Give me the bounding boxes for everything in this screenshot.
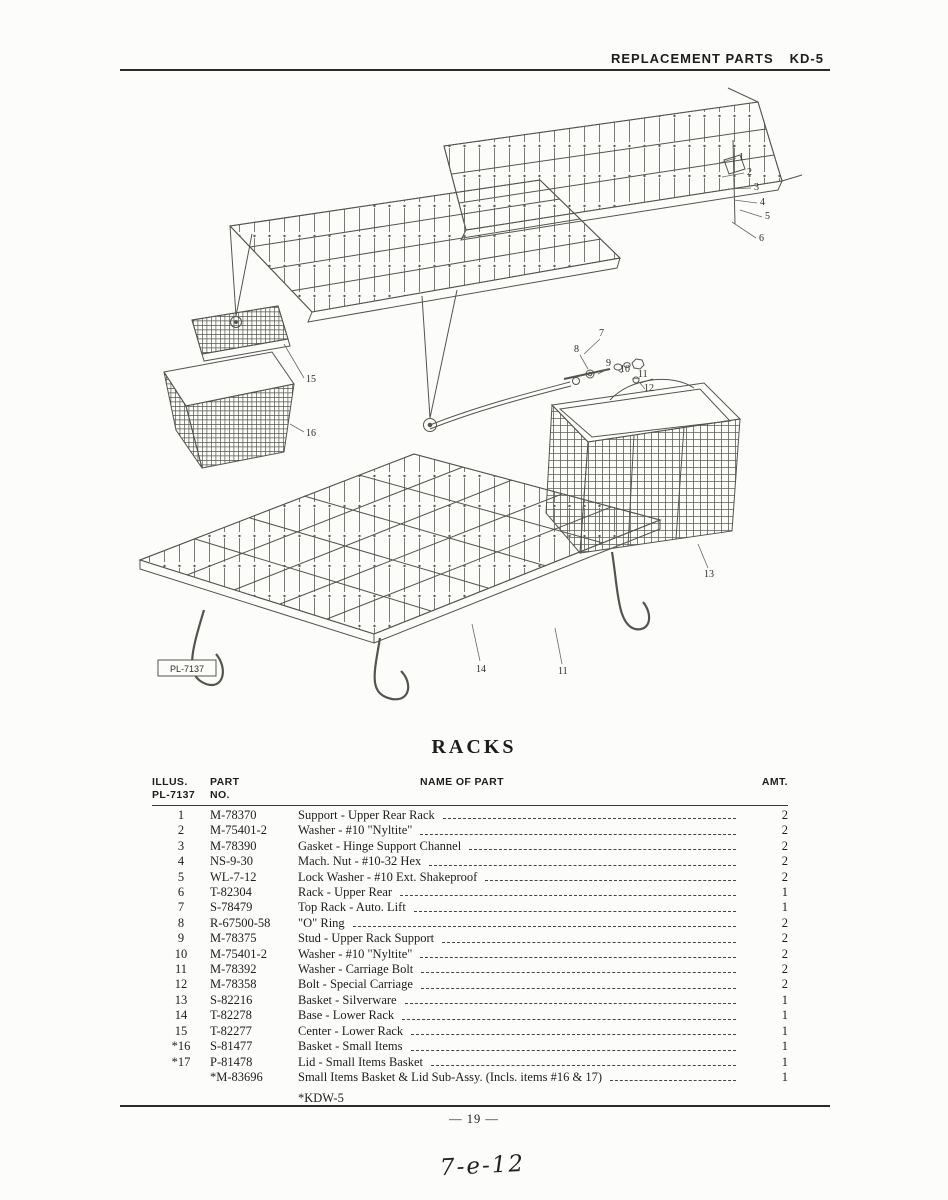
part-number: M-75401-2: [210, 946, 267, 961]
table-row: [152, 870, 788, 885]
part-name: Rack - Upper Rear: [298, 885, 393, 900]
part-name: Support - Upper Rear Rack: [298, 808, 435, 822]
header-title-text: REPLACEMENT PARTS: [611, 51, 774, 66]
part-number: M-78370: [210, 808, 257, 822]
table-body: [152, 808, 788, 1085]
part-name-cell: [298, 885, 746, 900]
header-amt: AMT.: [761, 776, 788, 788]
part-number: WL-7-12: [210, 869, 257, 884]
header-rule: [120, 69, 830, 71]
illus-number: 5: [177, 869, 185, 884]
table-row: [152, 823, 788, 838]
page-header: [611, 51, 824, 66]
amount: 1: [781, 992, 788, 1007]
table-row: [152, 993, 788, 1008]
dotted-leader: [610, 1070, 736, 1085]
amount: 2: [781, 838, 788, 853]
part-number: S-82216: [210, 992, 253, 1007]
part-name: Top Rack - Auto. Lift: [298, 900, 406, 915]
amount: 2: [781, 823, 788, 838]
part-name: Basket - Silverware: [298, 992, 397, 1007]
illus-number: [152, 1070, 210, 1085]
illus-number: 8: [177, 915, 185, 930]
header-model-code: KD-5: [789, 51, 824, 66]
callout-number: 13: [704, 569, 714, 580]
amount: 2: [781, 962, 788, 977]
part-number: S-81477: [210, 1039, 253, 1054]
part-name-cell: [298, 931, 746, 946]
illus-number: 2: [177, 823, 185, 838]
part-name-cell: [298, 993, 746, 1008]
part-name: Center - Lower Rack: [298, 1023, 404, 1038]
table-row: [152, 1070, 788, 1085]
dotted-leader: [429, 854, 736, 869]
callout-number: 7: [599, 328, 604, 339]
callout-number: 14: [476, 664, 486, 675]
part-name-cell: [298, 870, 746, 885]
amount: 2: [781, 946, 788, 961]
table-row: [152, 947, 788, 962]
callout-number: 8: [574, 344, 579, 355]
part-name-cell: [298, 808, 746, 823]
part-number: T-82277: [210, 1023, 252, 1038]
part-name: Small Items Basket & Lid Sub-Assy. (Incls. items #16 & 17): [298, 1069, 603, 1084]
amount: 2: [781, 977, 788, 992]
small-items-basket-drawing: [164, 352, 294, 468]
amount: 2: [781, 854, 788, 869]
illus-number: 1: [177, 808, 185, 822]
plate-label: [158, 660, 216, 676]
header-part-no: [210, 776, 298, 802]
part-name-cell: [298, 900, 746, 915]
illus-number: 14: [174, 1008, 188, 1023]
part-name: Lock Washer - #10 Ext. Shakeproof: [298, 869, 478, 884]
part-number: M-78392: [210, 962, 257, 977]
part-number: M-78375: [210, 931, 257, 946]
amount: 1: [781, 1054, 788, 1069]
illus-number: 6: [177, 885, 185, 900]
table-row: [152, 839, 788, 854]
illus-number: 13: [174, 992, 188, 1007]
part-name: Mach. Nut - #10-32 Hex: [298, 854, 422, 869]
table-row: [152, 931, 788, 946]
header-name: NAME OF PART: [420, 776, 504, 788]
table-row: [152, 854, 788, 869]
header-part-line2: NO.: [210, 789, 230, 801]
amount: 1: [781, 1023, 788, 1038]
part-name: "O" Ring: [298, 915, 345, 930]
callout-number: 12: [644, 383, 654, 394]
dotted-leader: [405, 993, 736, 1008]
amount: 1: [781, 885, 788, 900]
part-name-cell: [298, 947, 746, 962]
callout-number: 4: [760, 197, 765, 208]
part-number: T-82278: [210, 1008, 252, 1023]
illus-number: 3: [177, 838, 185, 853]
header-illus: [152, 776, 210, 802]
table-row: [152, 1039, 788, 1054]
dotted-leader: [411, 1024, 736, 1039]
amount: 2: [781, 869, 788, 884]
table-row: [152, 1055, 788, 1070]
dotted-leader: [443, 808, 736, 823]
callout-number: 15: [306, 374, 316, 385]
part-name: Lid - Small Items Basket: [298, 1054, 423, 1069]
part-name-cell: [298, 1039, 746, 1054]
plate-label-text: PL-7137: [169, 664, 205, 674]
illus-number: 9: [177, 931, 185, 946]
page-number: — 19 —: [449, 1112, 499, 1126]
amount: 1: [781, 900, 788, 915]
part-number: *M-83696: [210, 1069, 263, 1084]
illus-number: 4: [177, 854, 185, 869]
header-illus-line2: PL-7137: [152, 789, 196, 801]
dotted-leader: [421, 977, 736, 992]
dotted-leader: [442, 931, 736, 946]
illus-number: 11: [174, 962, 188, 977]
amount: 2: [781, 808, 788, 822]
part-number: P-81478: [210, 1054, 253, 1069]
part-name-cell: [298, 1070, 746, 1085]
part-name-cell: [298, 823, 746, 838]
part-name: Bolt - Special Carriage: [298, 977, 413, 992]
part-name-cell: [298, 1024, 746, 1039]
callout-number: 2: [747, 167, 752, 178]
dotted-leader: [414, 900, 736, 915]
dotted-leader: [431, 1055, 736, 1070]
part-name-cell: [298, 962, 746, 977]
table-row: [152, 962, 788, 977]
callout-number: 11: [558, 666, 568, 677]
callout-number: 6: [759, 233, 764, 244]
table-row: [152, 885, 788, 900]
handwritten-note: 7-e-12: [439, 1150, 526, 1182]
part-number: M-75401-2: [210, 823, 267, 838]
table-header: [152, 776, 788, 806]
amount: 2: [781, 915, 788, 930]
footnote: *KDW-5: [298, 1091, 344, 1106]
header-part-line1: PART: [210, 776, 240, 788]
part-name: Washer - Carriage Bolt: [298, 962, 414, 977]
illus-number: 12: [174, 977, 188, 992]
part-name-cell: [298, 916, 746, 931]
part-name-cell: [298, 839, 746, 854]
part-number: M-78358: [210, 977, 257, 992]
small-items-lid-drawing: [192, 306, 290, 361]
callout-number: 5: [765, 211, 770, 222]
amount: 2: [781, 931, 788, 946]
exploded-parts-diagram: [112, 82, 838, 730]
part-name: Stud - Upper Rack Support: [298, 931, 435, 946]
table-row: [152, 977, 788, 992]
parts-table: [152, 776, 788, 1106]
table-row: [152, 900, 788, 915]
header-illus-line1: ILLUS.: [152, 776, 188, 788]
part-number: M-78390: [210, 838, 257, 853]
callout-number: 16: [306, 428, 316, 439]
callout-number: 1: [739, 152, 744, 163]
table-row: [152, 808, 788, 823]
dotted-leader: [420, 823, 736, 838]
part-name: Washer - #10 "Nyltite": [298, 946, 413, 961]
dotted-leader: [400, 885, 736, 900]
amount: 1: [781, 1008, 788, 1023]
dotted-leader: [411, 1039, 737, 1054]
illus-number: 7: [177, 900, 185, 915]
dotted-leader: [421, 962, 736, 977]
part-name-cell: [298, 977, 746, 992]
part-number: T-82304: [210, 885, 252, 900]
part-number: S-78479: [210, 900, 253, 915]
dotted-leader: [402, 1008, 736, 1023]
section-title: RACKS: [431, 736, 517, 758]
amount: 1: [781, 1069, 788, 1084]
table-row: [152, 1008, 788, 1023]
part-name: Gasket - Hinge Support Channel: [298, 838, 462, 853]
dotted-leader: [485, 870, 736, 885]
illus-number: *17: [171, 1054, 191, 1069]
dotted-leader: [420, 947, 736, 962]
callout-number: 9: [606, 358, 611, 369]
part-name: Basket - Small Items: [298, 1039, 403, 1054]
dotted-leader: [469, 839, 736, 854]
part-name: Washer - #10 "Nyltite": [298, 823, 413, 838]
part-name: Base - Lower Rack: [298, 1008, 395, 1023]
table-row: [152, 916, 788, 931]
callout-number: 11: [638, 369, 648, 380]
dotted-leader: [353, 916, 736, 931]
illus-number: 15: [174, 1023, 188, 1038]
part-name-cell: [298, 1008, 746, 1023]
part-number: R-67500-58: [210, 915, 271, 930]
part-number: NS-9-30: [210, 854, 254, 869]
callout-number: 3: [754, 182, 759, 193]
part-name-cell: [298, 1055, 746, 1070]
footer-rule: [120, 1105, 830, 1107]
illus-number: 10: [174, 946, 188, 961]
callout-number: 10: [620, 364, 630, 375]
table-row: [152, 1024, 788, 1039]
illus-number: *16: [171, 1039, 191, 1054]
amount: 1: [781, 1039, 788, 1054]
part-name-cell: [298, 854, 746, 869]
